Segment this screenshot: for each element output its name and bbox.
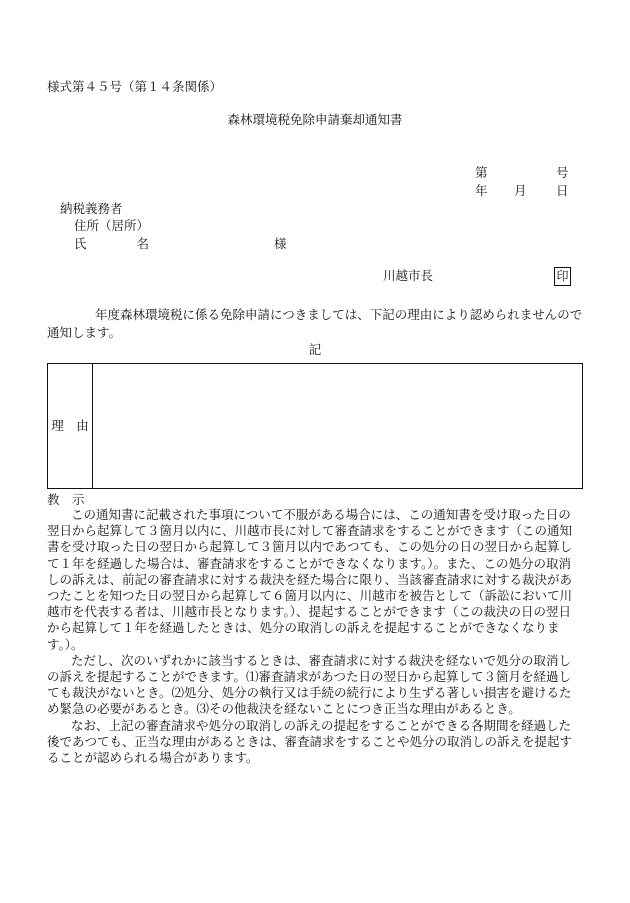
reference-number-prefix: 第: [475, 165, 488, 180]
date-year-label: 年: [475, 183, 488, 198]
notice-heading: 教 示: [47, 492, 85, 507]
notice-paragraph-exceptions: ただし、次のいずれかに該当するときは、審査請求に対する裁決を経ないで処分の取消しの訴えを提起することができます。⑴審査請求があつた日の翌日から起算して３箇月を経過しても裁決がないとき。⑵処分、処分の執行又は手続の続行により生ずる著しい損害を避けるため緊急の必要があるとき。⑶その他裁決を経ないことにつき正当な理由があるとき。: [47, 652, 572, 717]
reason-label: 理 由: [51, 418, 89, 433]
name-label: 氏 名: [74, 236, 150, 251]
document-title: 森林環境税免除申請棄却通知書: [227, 112, 403, 127]
date-month-label: 月: [514, 183, 527, 198]
issuer-mayor-title: 川越市長: [383, 268, 434, 283]
notice-paragraph-justifiable-reason: なお、上記の審査請求や処分の取消しの訴えの提起をすることができる各期間を経過した後であつても、正当な理由があるときは、審査請求をすることや処分の取消しの訴えを提起することが認められる場合があります。: [47, 717, 573, 766]
taxpayer-label: 納税義務者: [60, 201, 123, 216]
honorific-sama: 様: [274, 236, 287, 251]
notice-section: [47, 507, 583, 766]
date-day-label: 日: [556, 183, 569, 198]
body-statement: 年度森林環境税に係る免除申請につきましては、下記の理由により認められませんので通知します。: [47, 307, 583, 340]
seal-stamp: 印: [554, 267, 571, 286]
ki-label: 記: [308, 342, 322, 357]
address-label: 住所（居所）: [74, 218, 150, 233]
form-number: 様式第４５号（第１４条関係）: [47, 79, 223, 94]
reason-table: [47, 363, 583, 489]
notice-paragraph-appeal: この通知書に記載された事項について不服がある場合には、この通知書を受け取った日の翌日から起算して３箇月以内に、川越市長に対して審査請求をすることができます（この通知書を受け取った日の翌日から起算して３箇月以内であつても、この処分の日の翌日から起算して１年を経過した場合は、審査請求をすることができなくなります。）。また、この処分の取消しの訴えは、前記の審査請求に対する裁決を経た場合に限り、当該審査請求に対する裁決があつたことを知つた日の翌日から起算して６箇月以内に、川越市を被告として（訴訟において川越市を代表する者は、川越市長となります。）、提起することができます（この裁決の日の翌日から起算して１年を経過したときは、処分の取消しの訴えを提起することができなくなります。）。: [47, 507, 573, 652]
reason-table-divider: [92, 364, 93, 488]
reference-number-suffix: 号: [556, 165, 569, 180]
